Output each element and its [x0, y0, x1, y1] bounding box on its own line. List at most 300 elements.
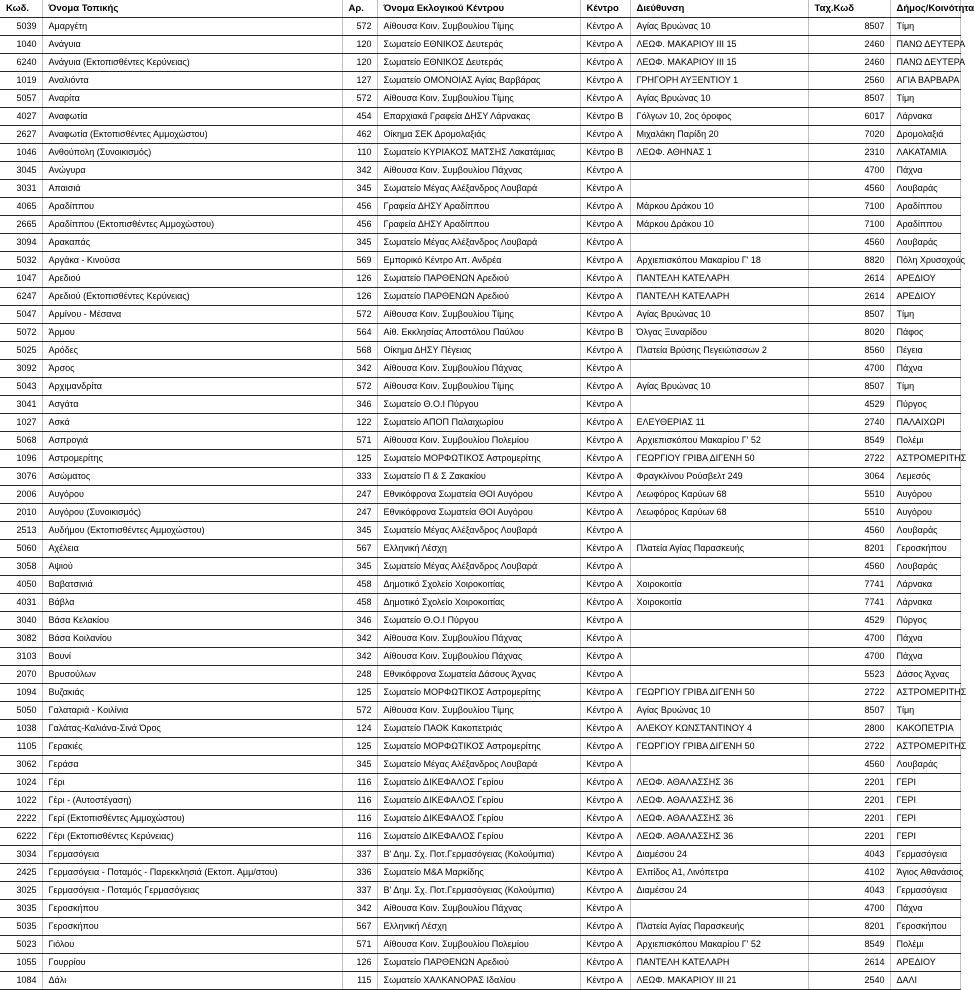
cell-center: Κέντρο Α — [580, 918, 630, 936]
cell-postal-code: 8507 — [808, 306, 890, 324]
table-row — [0, 90, 960, 108]
cell-code: 1105 — [0, 738, 42, 756]
cell-locality: Γέρι (Εκτοπισθέντες Κερύνειας) — [42, 828, 342, 846]
cell-code: 2006 — [0, 486, 42, 504]
cell-locality: Αψιού — [42, 558, 342, 576]
cell-number: 572 — [342, 378, 377, 396]
cell-center: Κέντρο Α — [580, 270, 630, 288]
cell-number: 336 — [342, 864, 377, 882]
cell-code: 5060 — [0, 540, 42, 558]
cell-address: ΛΕΩΦ. ΜΑΚΑΡΙΟΥ ΙΙΙ 15 — [630, 54, 808, 72]
cell-address: ΓΕΩΡΓΙΟΥ ΓΡΙΒΑ ΔΙΓΕΝΗ 50 — [630, 450, 808, 468]
cell-center-name: Σωματείο Μέγας Αλέξανδρος Λουβαρά — [377, 180, 580, 198]
cell-center-name: Αίθουσα Κοιν. Συμβουλίου Πάχνας — [377, 900, 580, 918]
cell-center-name: Ελληνική Λέσχη — [377, 540, 580, 558]
cell-address — [630, 162, 808, 180]
cell-center: Κέντρο Α — [580, 126, 630, 144]
cell-code: 5039 — [0, 18, 42, 36]
cell-center-name: Αίθουσα Κοιν. Συμβουλίου Τίμης — [377, 378, 580, 396]
table-row — [0, 252, 960, 270]
cell-center-name: Σωματείο ΠΑΟΚ Κακοπετριάς — [377, 720, 580, 738]
cell-code: 1096 — [0, 450, 42, 468]
cell-center: Κέντρο Α — [580, 810, 630, 828]
cell-number: 454 — [342, 108, 377, 126]
cell-center-name: Σωματείο ΕΘΝΙΚΟΣ Δευτεράς — [377, 54, 580, 72]
cell-number: 337 — [342, 846, 377, 864]
cell-address: ΠΑΝΤΕΛΗ ΚΑΤΕΛΑΡΗ — [630, 288, 808, 306]
table-row — [0, 162, 960, 180]
cell-address: Μάρκου Δράκου 10 — [630, 216, 808, 234]
cell-address: Διαμέσου 24 — [630, 882, 808, 900]
cell-locality: Αναφωτία — [42, 108, 342, 126]
cell-postal-code: 2614 — [808, 954, 890, 972]
cell-number: 342 — [342, 648, 377, 666]
cell-center-name: Γραφεία ΔΗΣΥ Αραδίππου — [377, 198, 580, 216]
table-row — [0, 522, 960, 540]
cell-center-name: Αίθουσα Κοιν. Συμβουλίου Τίμης — [377, 702, 580, 720]
cell-number: 572 — [342, 90, 377, 108]
cell-municipality: Πάχνα — [890, 648, 960, 666]
cell-municipality: Λουβαράς — [890, 756, 960, 774]
cell-postal-code: 2201 — [808, 774, 890, 792]
cell-locality: Γεροσκήπου — [42, 918, 342, 936]
cell-center-name: Σωματείο Μέγας Αλέξανδρος Λουβαρά — [377, 558, 580, 576]
table-row — [0, 216, 960, 234]
cell-postal-code: 8560 — [808, 342, 890, 360]
cell-address: Χοιροκοιτία — [630, 594, 808, 612]
table-row — [0, 558, 960, 576]
cell-code: 5035 — [0, 918, 42, 936]
cell-center: Κέντρο Α — [580, 450, 630, 468]
table-row — [0, 666, 960, 684]
column-header-center-name: Όνομα Εκλογικού Κέντρου — [377, 0, 580, 18]
cell-postal-code: 2201 — [808, 828, 890, 846]
cell-center-name: Δημοτικό Σχολείο Χοιροκοιτίας — [377, 576, 580, 594]
cell-locality: Γιόλου — [42, 936, 342, 954]
column-header-locality: Όνομα Τοπικής — [42, 0, 342, 18]
cell-postal-code: 7100 — [808, 198, 890, 216]
cell-number: 456 — [342, 216, 377, 234]
cell-locality: Γουρρίου — [42, 954, 342, 972]
cell-municipality: Πάχνα — [890, 162, 960, 180]
cell-center: Κέντρο Α — [580, 54, 630, 72]
cell-postal-code: 4043 — [808, 846, 890, 864]
table-row — [0, 180, 960, 198]
cell-code: 2070 — [0, 666, 42, 684]
cell-postal-code: 4700 — [808, 360, 890, 378]
cell-address: Αγίας Βρυώνας 10 — [630, 18, 808, 36]
cell-number: 116 — [342, 810, 377, 828]
cell-code: 3040 — [0, 612, 42, 630]
table-row — [0, 126, 960, 144]
cell-postal-code: 7100 — [808, 216, 890, 234]
cell-code: 3041 — [0, 396, 42, 414]
table-row — [0, 648, 960, 666]
cell-center-name: Αίθουσα Κοιν. Συμβουλίου Τίμης — [377, 18, 580, 36]
cell-center: Κέντρο Α — [580, 774, 630, 792]
cell-municipality: ΓΕΡΙ — [890, 810, 960, 828]
cell-municipality: Πάχνα — [890, 630, 960, 648]
cell-code: 6240 — [0, 54, 42, 72]
cell-center-name: Γραφεία ΔΗΣΥ Αραδίππου — [377, 216, 580, 234]
cell-code: 4031 — [0, 594, 42, 612]
cell-postal-code: 2560 — [808, 72, 890, 90]
table-row — [0, 72, 960, 90]
cell-code: 3076 — [0, 468, 42, 486]
cell-address: ΕΛΕΥΘΕΡΙΑΣ 11 — [630, 414, 808, 432]
cell-address — [630, 648, 808, 666]
cell-locality: Γαλαταριά - Κοιλίνια — [42, 702, 342, 720]
cell-locality: Άρσος — [42, 360, 342, 378]
cell-address: Όλγας Ξυναρίδου — [630, 324, 808, 342]
cell-number: 346 — [342, 612, 377, 630]
cell-center: Κέντρο Α — [580, 288, 630, 306]
cell-center: Κέντρο Α — [580, 684, 630, 702]
cell-center-name: Σωματείο ΕΘΝΙΚΟΣ Δευτεράς — [377, 36, 580, 54]
cell-address: Αρχιεπισκόπου Μακαρίου Γ' 52 — [630, 432, 808, 450]
cell-municipality: Τίμη — [890, 18, 960, 36]
cell-center-name: Αίθ. Εκκλησίας Αποστόλου Παύλου — [377, 324, 580, 342]
cell-center-name: Β' Δημ. Σχ. Ποτ.Γερμασόγειας (Κολούμπια) — [377, 846, 580, 864]
cell-number: 342 — [342, 630, 377, 648]
cell-postal-code: 2722 — [808, 684, 890, 702]
table-row — [0, 432, 960, 450]
cell-code: 3092 — [0, 360, 42, 378]
cell-postal-code: 2614 — [808, 288, 890, 306]
cell-center-name: Αίθουσα Κοιν. Συμβουλίου Πάχνας — [377, 360, 580, 378]
cell-code: 1019 — [0, 72, 42, 90]
cell-number: 569 — [342, 252, 377, 270]
cell-center: Κέντρο Α — [580, 612, 630, 630]
cell-municipality: Πέγεια — [890, 342, 960, 360]
cell-code: 2513 — [0, 522, 42, 540]
cell-postal-code: 4560 — [808, 558, 890, 576]
cell-number: 337 — [342, 882, 377, 900]
cell-postal-code: 2800 — [808, 720, 890, 738]
cell-municipality: Λάρνακα — [890, 576, 960, 594]
cell-center: Κέντρο Α — [580, 954, 630, 972]
cell-locality: Απαισιά — [42, 180, 342, 198]
cell-center-name: Οίκημα ΣΕΚ Δρομολαξιάς — [377, 126, 580, 144]
cell-locality: Βυζακιάς — [42, 684, 342, 702]
cell-number: 110 — [342, 144, 377, 162]
cell-address — [630, 360, 808, 378]
cell-number: 115 — [342, 972, 377, 990]
cell-number: 342 — [342, 162, 377, 180]
cell-municipality: Λουβαράς — [890, 522, 960, 540]
cell-municipality: Αραδίππου — [890, 216, 960, 234]
cell-number: 567 — [342, 918, 377, 936]
cell-center: Κέντρο Α — [580, 72, 630, 90]
cell-center: Κέντρο Α — [580, 432, 630, 450]
cell-number: 120 — [342, 36, 377, 54]
cell-municipality: ΓΕΡΙ — [890, 828, 960, 846]
cell-municipality: Αραδίππου — [890, 198, 960, 216]
cell-center-name: Σωματείο ΜΟΡΦΩΤΙΚΟΣ Αστρομερίτης — [377, 738, 580, 756]
header-row — [0, 0, 960, 18]
cell-locality: Γέρι — [42, 774, 342, 792]
column-header-address: Διεύθυνση — [630, 0, 808, 18]
cell-municipality: Άγιος Αθανάσιος — [890, 864, 960, 882]
cell-locality: Ασπρογιά — [42, 432, 342, 450]
cell-municipality: Γεροσκήπου — [890, 918, 960, 936]
cell-postal-code: 8507 — [808, 90, 890, 108]
cell-center: Κέντρο Α — [580, 252, 630, 270]
cell-center-name: Σωματείο ΔΙΚΕΦΑΛΟΣ Γερίου — [377, 810, 580, 828]
cell-municipality: Λουβαράς — [890, 180, 960, 198]
cell-code: 1047 — [0, 270, 42, 288]
cell-center-name: Σωματείο Μ&Α Μαρκίδης — [377, 864, 580, 882]
cell-postal-code: 8201 — [808, 540, 890, 558]
cell-center: Κέντρο Α — [580, 378, 630, 396]
cell-code: 1024 — [0, 774, 42, 792]
cell-center: Κέντρο Α — [580, 360, 630, 378]
cell-locality: Ανθούπολη (Συνοικισμός) — [42, 144, 342, 162]
cell-code: 5047 — [0, 306, 42, 324]
cell-locality: Αστρομερίτης — [42, 450, 342, 468]
table-row — [0, 774, 960, 792]
cell-municipality: ΓΕΡΙ — [890, 774, 960, 792]
cell-center: Κέντρο Α — [580, 180, 630, 198]
cell-address: Αγίας Βρυώνας 10 — [630, 90, 808, 108]
cell-municipality: Λάρνακα — [890, 594, 960, 612]
cell-center-name: Σωματείο ΔΙΚΕΦΑΛΟΣ Γερίου — [377, 774, 580, 792]
cell-locality: Αρχιμανδρίτα — [42, 378, 342, 396]
table-row — [0, 504, 960, 522]
cell-number: 572 — [342, 306, 377, 324]
table-row — [0, 324, 960, 342]
cell-number: 124 — [342, 720, 377, 738]
cell-number: 572 — [342, 18, 377, 36]
cell-address: ΛΕΩΦ. ΜΑΚΑΡΙΟΥ ΙΙΙ 15 — [630, 36, 808, 54]
table-row — [0, 684, 960, 702]
cell-postal-code: 2201 — [808, 792, 890, 810]
table-row — [0, 144, 960, 162]
cell-locality: Αραδίππου (Εκτοπισθέντες Αμμοχώστου) — [42, 216, 342, 234]
column-header-center: Κέντρο — [580, 0, 630, 18]
cell-center: Κέντρο Α — [580, 522, 630, 540]
table-row — [0, 18, 960, 36]
cell-code: 3082 — [0, 630, 42, 648]
table-row — [0, 612, 960, 630]
cell-number: 571 — [342, 432, 377, 450]
cell-center: Κέντρο Α — [580, 864, 630, 882]
column-header-municipality: Δήμος/Κοινότητα — [890, 0, 960, 18]
cell-address: Μάρκου Δράκου 10 — [630, 198, 808, 216]
cell-center-name: Σωματείο ΚΥΡΙΑΚΟΣ ΜΑΤΣΗΣ Λακατάμιας — [377, 144, 580, 162]
cell-postal-code: 8549 — [808, 936, 890, 954]
cell-number: 346 — [342, 396, 377, 414]
cell-address — [630, 522, 808, 540]
cell-postal-code: 4529 — [808, 396, 890, 414]
cell-postal-code: 8549 — [808, 432, 890, 450]
cell-center-name: Σωματείο ΔΙΚΕΦΑΛΟΣ Γερίου — [377, 792, 580, 810]
cell-postal-code: 4560 — [808, 522, 890, 540]
table-row — [0, 756, 960, 774]
cell-code: 1046 — [0, 144, 42, 162]
cell-municipality: Λεμεσός — [890, 468, 960, 486]
table-body — [0, 18, 967, 990]
cell-number: 345 — [342, 558, 377, 576]
cell-number: 564 — [342, 324, 377, 342]
cell-address: Πλατεία Αγίας Παρασκευής — [630, 540, 808, 558]
cell-address: Αγίας Βρυώνας 10 — [630, 306, 808, 324]
cell-code: 3034 — [0, 846, 42, 864]
cell-number: 116 — [342, 828, 377, 846]
cell-code: 3045 — [0, 162, 42, 180]
cell-code: 2010 — [0, 504, 42, 522]
cell-postal-code: 4700 — [808, 648, 890, 666]
cell-address: Διαμέσου 24 — [630, 846, 808, 864]
cell-locality: Αυγόρου (Συνοικισμός) — [42, 504, 342, 522]
cell-locality: Αρακαπάς — [42, 234, 342, 252]
cell-code: 1040 — [0, 36, 42, 54]
table-row — [0, 702, 960, 720]
cell-postal-code: 7741 — [808, 594, 890, 612]
cell-address: Πλατεία Αγίας Παρασκευής — [630, 918, 808, 936]
cell-center-name: Δημοτικό Σχολείο Χοιροκοιτίας — [377, 594, 580, 612]
cell-number: 345 — [342, 180, 377, 198]
cell-address: Φραγκλίνου Ρούσβελτ 249 — [630, 468, 808, 486]
cell-address: ΓΕΩΡΓΙΟΥ ΓΡΙΒΑ ΔΙΓΕΝΗ 50 — [630, 684, 808, 702]
cell-center: Κέντρο Α — [580, 234, 630, 252]
cell-postal-code: 4529 — [808, 612, 890, 630]
cell-locality: Αρόδες — [42, 342, 342, 360]
cell-center-name: Σωματείο Θ.Ο.Ι Πύργου — [377, 396, 580, 414]
cell-postal-code: 4560 — [808, 180, 890, 198]
cell-postal-code: 5510 — [808, 504, 890, 522]
table-row — [0, 900, 960, 918]
cell-center: Κέντρο Β — [580, 324, 630, 342]
cell-locality: Γερμασόγεια - Ποταμός Γερμασόγειας — [42, 882, 342, 900]
cell-center-name: Σωματείο ΟΜΟΝΟΙΑΣ Αγίας Βαρβάρας — [377, 72, 580, 90]
cell-center-name: Αίθουσα Κοιν. Συμβουλίου Πάχνας — [377, 648, 580, 666]
cell-center: Κέντρο Α — [580, 702, 630, 720]
cell-municipality: ΑΣΤΡΟΜΕΡΙΤΗΣ — [890, 450, 960, 468]
cell-code: 3094 — [0, 234, 42, 252]
cell-center: Κέντρο Α — [580, 414, 630, 432]
cell-address: ΛΕΩΦ. ΑΘΗΝΑΣ 1 — [630, 144, 808, 162]
cell-code: 3062 — [0, 756, 42, 774]
cell-code: 1084 — [0, 972, 42, 990]
cell-address — [630, 558, 808, 576]
cell-postal-code: 7741 — [808, 576, 890, 594]
cell-center-name: Εθνικόφρονα Σωματεία ΘΟΙ Αυγόρου — [377, 486, 580, 504]
cell-address — [630, 756, 808, 774]
cell-locality: Άρμου — [42, 324, 342, 342]
cell-municipality: Αυγόρου — [890, 504, 960, 522]
cell-municipality: ΠΑΝΩ ΔΕΥΤΕΡΑ — [890, 54, 960, 72]
cell-municipality: Τίμη — [890, 702, 960, 720]
cell-locality: Βάσα Κελακίου — [42, 612, 342, 630]
cell-address: ΓΡΗΓΟΡΗ ΑΥΞΕΝΤΙΟΥ 1 — [630, 72, 808, 90]
cell-code: 5068 — [0, 432, 42, 450]
cell-center: Κέντρο Α — [580, 90, 630, 108]
cell-code: 1038 — [0, 720, 42, 738]
cell-code: 5072 — [0, 324, 42, 342]
cell-address: ΛΕΩΦ. ΑΘΑΛΑΣΣΗΣ 36 — [630, 792, 808, 810]
cell-center: Κέντρο Α — [580, 666, 630, 684]
column-header-number: Αρ. — [342, 0, 377, 18]
cell-municipality: Πάφος — [890, 324, 960, 342]
cell-center-name: Σωματείο Μέγας Αλέξανδρος Λουβαρά — [377, 234, 580, 252]
cell-municipality: ΚΑΚΟΠΕΤΡΙΑ — [890, 720, 960, 738]
cell-code: 1027 — [0, 414, 42, 432]
cell-address: Χοιροκοιτία — [630, 576, 808, 594]
table-row — [0, 594, 960, 612]
cell-municipality: Πολέμι — [890, 936, 960, 954]
cell-center-name: Αίθουσα Κοιν. Συμβουλίου Πάχνας — [377, 630, 580, 648]
cell-postal-code: 4043 — [808, 882, 890, 900]
cell-postal-code: 2722 — [808, 738, 890, 756]
cell-number: 342 — [342, 900, 377, 918]
cell-code: 2425 — [0, 864, 42, 882]
cell-code: 3025 — [0, 882, 42, 900]
cell-locality: Γερμασόγεια — [42, 846, 342, 864]
table-row — [0, 270, 960, 288]
table-row — [0, 288, 960, 306]
cell-address — [630, 666, 808, 684]
cell-center: Κέντρο Α — [580, 720, 630, 738]
cell-locality: Ανάγυια — [42, 36, 342, 54]
cell-number: 125 — [342, 738, 377, 756]
cell-locality: Γαλάτας-Καλιάνα-Σινά Όρος — [42, 720, 342, 738]
cell-municipality: Γερμασόγεια — [890, 882, 960, 900]
table-row — [0, 882, 960, 900]
cell-municipality: Πολέμι — [890, 432, 960, 450]
cell-center-name: Σωματείο Π & Σ Ζακακίου — [377, 468, 580, 486]
table-row — [0, 234, 960, 252]
cell-address: Λεωφόρος Καρύων 68 — [630, 486, 808, 504]
cell-address: Μιχαλάκη Παρίδη 20 — [630, 126, 808, 144]
cell-center-name: Σωματείο ΜΟΡΦΩΤΙΚΟΣ Αστρομερίτης — [377, 684, 580, 702]
cell-postal-code: 2460 — [808, 36, 890, 54]
cell-center: Κέντρο Α — [580, 36, 630, 54]
cell-center-name: Β' Δημ. Σχ. Ποτ.Γερμασόγειας (Κολούμπια) — [377, 882, 580, 900]
cell-center-name: Επαρχιακά Γραφεία ΔΗΣΥ Λάρνακας — [377, 108, 580, 126]
cell-postal-code: 8507 — [808, 18, 890, 36]
cell-number: 571 — [342, 936, 377, 954]
cell-code: 1094 — [0, 684, 42, 702]
cell-address: ΑΛΕΚΟΥ ΚΩΝΣΤΑΝΤΙΝΟΥ 4 — [630, 720, 808, 738]
cell-center: Κέντρο Α — [580, 468, 630, 486]
cell-center: Κέντρο Α — [580, 576, 630, 594]
cell-locality: Αυγόρου — [42, 486, 342, 504]
table-row — [0, 918, 960, 936]
cell-postal-code: 4560 — [808, 756, 890, 774]
cell-center-name: Σωματείο ΠΑΡΘΕΝΩΝ Αρεδιού — [377, 270, 580, 288]
cell-center: Κέντρο Β — [580, 144, 630, 162]
cell-locality: Δάλι — [42, 972, 342, 990]
cell-locality: Αναρίτα — [42, 90, 342, 108]
cell-center: Κέντρο Α — [580, 18, 630, 36]
cell-center: Κέντρο Α — [580, 936, 630, 954]
cell-number: 568 — [342, 342, 377, 360]
cell-locality: Αργάκα - Κινούσα — [42, 252, 342, 270]
cell-locality: Γερακιές — [42, 738, 342, 756]
cell-municipality: Δάσος Άχνας — [890, 666, 960, 684]
cell-center-name: Σωματείο ΜΟΡΦΩΤΙΚΟΣ Αστρομερίτης — [377, 450, 580, 468]
cell-center-name: Αίθουσα Κοιν. Συμβουλίου Πολεμίου — [377, 432, 580, 450]
cell-center-name: Ελληνική Λέσχη — [377, 918, 580, 936]
table-row — [0, 792, 960, 810]
cell-address — [630, 396, 808, 414]
cell-postal-code: 2460 — [808, 54, 890, 72]
cell-postal-code: 2614 — [808, 270, 890, 288]
cell-postal-code: 2722 — [808, 450, 890, 468]
cell-municipality: Λάρνακα — [890, 108, 960, 126]
table-row — [0, 36, 960, 54]
